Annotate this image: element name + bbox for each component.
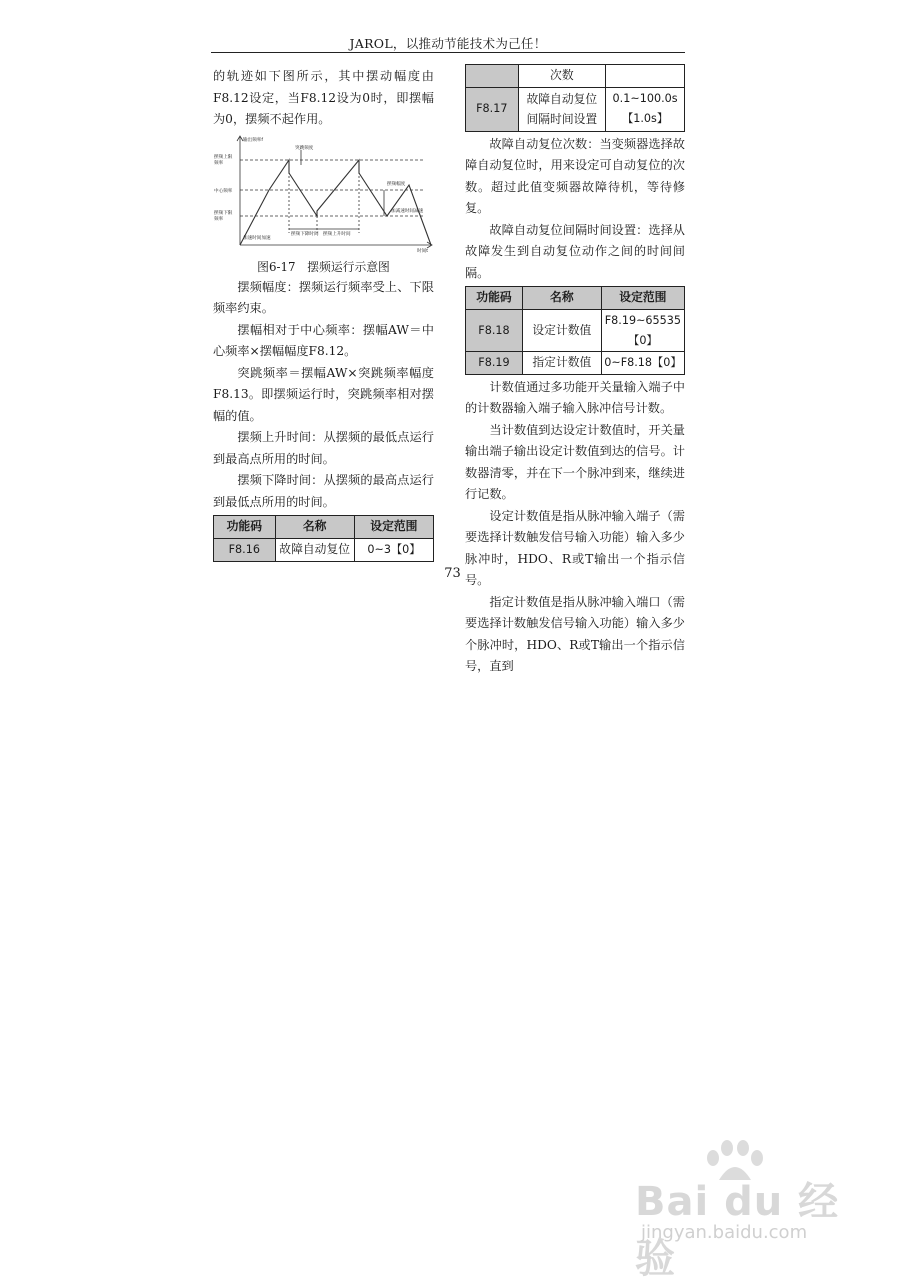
param-table-f818 xyxy=(465,286,685,375)
range-line: F8.19~65535 xyxy=(604,313,682,327)
paragraph: 设定计数值是指从脉冲输入端子（需要选择计数触发信号输入功能）输入多少脉冲时，HDO、R或T输出一个指示信号。 xyxy=(465,508,685,587)
table-cell-range xyxy=(601,310,684,352)
paragraph: 故障自动复位间隔时间设置：选择从故障发生到自动复位动作之间的时间间隔。 xyxy=(465,222,685,280)
table-header: 名称 xyxy=(522,287,601,310)
table-cell-empty xyxy=(466,65,519,88)
center-freq-label: 中心频率 xyxy=(214,188,233,194)
paragraph: 故障自动复位次数：当变频器选择故障自动复位时，用来设定可自动复位的次数。超过此值变频器故障待机，等待修复。 xyxy=(465,136,685,215)
figure-swing-frequency xyxy=(213,133,434,253)
range-line: 0.1~100.0s xyxy=(612,92,678,105)
table-cell-code: F8.17 xyxy=(466,87,519,131)
range-line: 【0】 xyxy=(628,333,658,347)
table-header: 设定范围 xyxy=(354,516,433,539)
table-cell-name: 设定计数值 xyxy=(522,310,601,352)
paragraph: 摆频上升时间：从摆频的最低点运行到最高点所用的时间。 xyxy=(213,430,434,466)
table-cell-range: 0~3【0】 xyxy=(354,539,433,562)
table-cell-empty xyxy=(606,65,685,88)
amplitude-label: 摆频幅度 xyxy=(387,181,406,187)
range-line: 【1.0s】 xyxy=(622,112,669,125)
paragraph: 计数值通过多功能开关量输入端子中的计数器输入端子输入脉冲信号计数。 xyxy=(465,379,685,415)
table-cell-code: F8.18 xyxy=(466,310,523,352)
paragraph: 指定计数值是指从脉冲输入端口（需要选择计数触发信号输入功能）输入多少个脉冲时，HDO、R或T输出一个指示信号，直到 xyxy=(465,594,685,673)
lower-freq-label-2: 频率 xyxy=(214,216,224,222)
table-cell-name: 故障自动复位 xyxy=(275,539,354,562)
jump-freq-label: 突跳频度 xyxy=(295,145,314,151)
upper-freq-label: 摆频上限 xyxy=(214,154,233,160)
table-header: 名称 xyxy=(275,516,354,539)
table-cell-name xyxy=(518,87,606,131)
table-cell-name: 指定计数值 xyxy=(522,352,601,375)
baidu-jingyan-watermark xyxy=(633,1140,853,1282)
table-cell-code: F8.19 xyxy=(466,352,523,375)
paragraph: 摆频幅度：摆频运行频率受上、下限频率约束。 xyxy=(213,279,434,315)
table-cell-code: F8.16 xyxy=(214,539,276,562)
time-axis-label: 时间t xyxy=(417,248,428,253)
fall-time-label: 摆频下降时间 xyxy=(291,231,319,237)
running-header: JAROL，以推动节能技术为己任！ xyxy=(349,36,547,51)
name-line: 故障自动复位 xyxy=(526,92,598,106)
param-table-f816 xyxy=(213,515,434,562)
paragraph: 当计数值到达设定计数值时，开关量输出端子输出设定计数值到达的信号。计数器清零，并在下一个脉冲到来，继续进行记数。 xyxy=(465,422,685,501)
paragraph: 的轨迹如下图所示，其中摆动幅度由F8.12设定，当F8.12设为0时，即摆幅为0，摆频不起作用。 xyxy=(213,69,434,126)
table-header: 功能码 xyxy=(466,287,523,310)
page-number: 73 xyxy=(444,566,461,581)
paragraph: 摆幅相对于中心频率：摆幅AW＝中心频率×摆幅幅度F8.12。 xyxy=(213,322,434,358)
accel-label: 加速时间加速 xyxy=(243,235,271,241)
name-line: 间隔时间设置 xyxy=(526,112,598,126)
decel-label: 加减速时间减速 xyxy=(391,208,424,214)
rise-time-label: 摆频上升时间 xyxy=(323,231,351,237)
paragraph: 摆频下降时间：从摆频的最高点运行到最低点所用的时间。 xyxy=(213,473,434,509)
swing-frequency-diagram xyxy=(213,133,434,253)
header-rule xyxy=(211,52,685,53)
left-column xyxy=(213,66,434,562)
right-column xyxy=(465,64,685,678)
upper-freq-label-2: 频率 xyxy=(214,160,224,166)
figure-caption: 图6-17 摆频运行示意图 xyxy=(257,259,390,274)
watermark-brand: Bai du 经验 xyxy=(635,1179,840,1282)
table-cell-name-cont: 次数 xyxy=(518,65,606,88)
table-cell-range: 0~F8.18【0】 xyxy=(601,352,684,375)
lower-freq-label: 摆频下限 xyxy=(214,210,233,216)
table-header: 设定范围 xyxy=(601,287,684,310)
table-header: 功能码 xyxy=(214,516,276,539)
paragraph: 突跳频率＝摆幅AW×突跳频率幅度F8.13。即摆频运行时，突跳频率相对摆幅的值。 xyxy=(213,365,434,423)
param-table-f817 xyxy=(465,64,685,132)
table-cell-range xyxy=(606,87,685,131)
y-axis-label: 输出频率f xyxy=(243,137,263,143)
watermark-url: jingyan.baidu.com xyxy=(641,1222,808,1243)
